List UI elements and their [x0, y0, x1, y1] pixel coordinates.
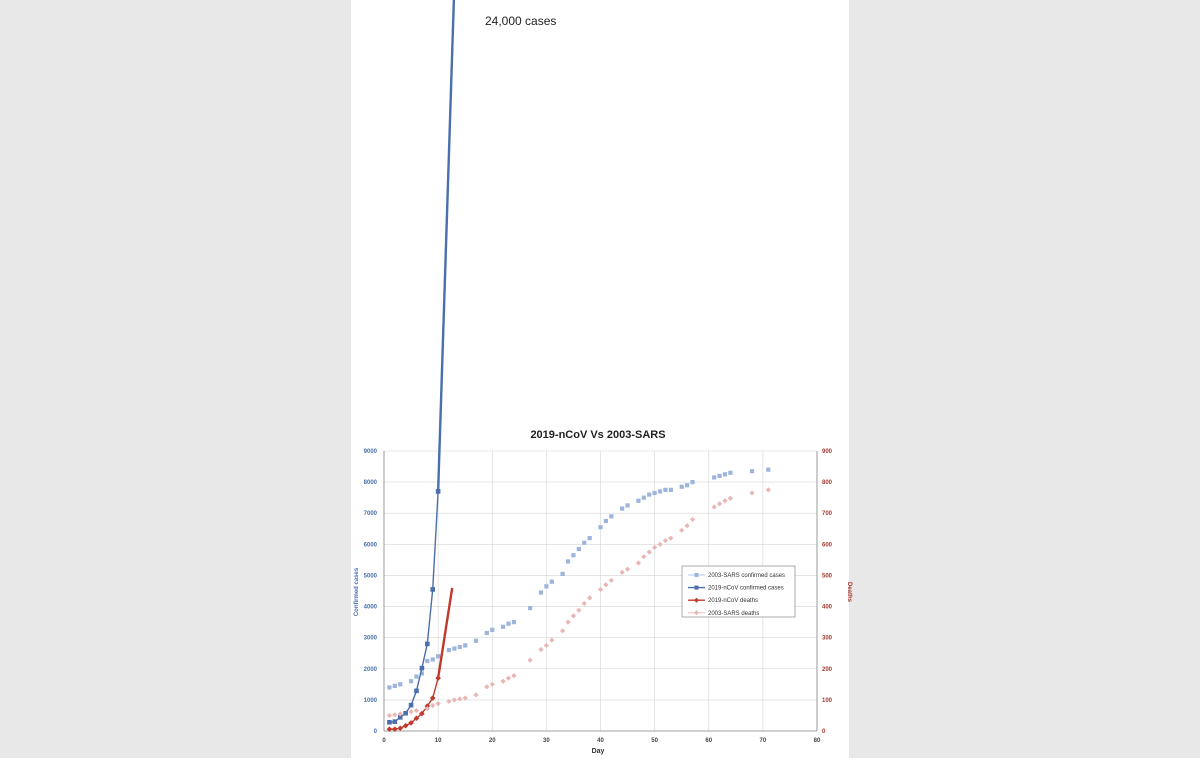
- y-tick-label-left: 7000: [363, 511, 377, 518]
- data-point: [598, 587, 603, 592]
- chart-title: 2019-nCoV Vs 2003-SARS: [530, 429, 666, 441]
- data-point: [500, 679, 505, 684]
- data-point: [582, 601, 587, 606]
- legend-swatch-marker: [695, 586, 699, 590]
- data-point: [690, 480, 694, 484]
- x-tick-label: 20: [488, 738, 496, 744]
- y-tick-label-left: 6000: [363, 542, 377, 549]
- data-point: [712, 475, 716, 479]
- data-point: [588, 536, 592, 540]
- data-point: [398, 682, 402, 686]
- data-point: [447, 648, 451, 652]
- data-point: [668, 536, 673, 541]
- data-point: [387, 713, 392, 718]
- legend-label: 2003-SARS confirmed cases: [708, 573, 786, 579]
- data-point: [577, 547, 581, 551]
- data-point: [565, 620, 570, 625]
- data-point: [598, 525, 602, 529]
- data-point: [750, 469, 754, 473]
- data-point: [528, 657, 533, 662]
- y-tick-label-right: 300: [822, 635, 833, 642]
- data-point: [652, 545, 657, 550]
- data-point: [539, 590, 543, 594]
- y-tick-label-left: 3000: [363, 635, 377, 642]
- data-point: [722, 498, 727, 503]
- data-point: [490, 628, 494, 632]
- data-point: [717, 474, 721, 478]
- data-point: [452, 697, 457, 702]
- data-point: [712, 504, 717, 509]
- data-point: [430, 703, 435, 708]
- data-point: [544, 643, 549, 648]
- data-point: [717, 501, 722, 506]
- data-point: [587, 595, 592, 600]
- y-tick-label-left: 2000: [363, 666, 377, 673]
- data-point: [506, 676, 511, 681]
- y-axis-label-left: Confirmed cases: [354, 567, 360, 617]
- x-tick-label: 70: [759, 738, 767, 744]
- data-point: [436, 701, 441, 706]
- data-point: [636, 560, 641, 565]
- data-point: [463, 643, 467, 647]
- data-point: [393, 684, 397, 688]
- x-axis-label: Day: [591, 748, 605, 755]
- data-point: [414, 674, 418, 678]
- y-tick-label-right: 700: [822, 511, 833, 518]
- legend-label: 2003-SARS deaths: [708, 610, 760, 617]
- data-point: [414, 708, 419, 713]
- series-extension-line: [438, 0, 454, 491]
- data-point: [653, 491, 657, 495]
- y-tick-label-right: 800: [822, 480, 833, 487]
- data-point: [642, 496, 646, 500]
- data-point: [647, 492, 651, 496]
- y-tick-label-left: 8000: [363, 480, 377, 487]
- series-layer: [387, 0, 771, 732]
- data-point: [609, 578, 614, 583]
- data-point: [436, 489, 441, 494]
- chart-panel: [351, 0, 852, 758]
- data-point: [436, 654, 440, 658]
- data-point: [609, 514, 613, 518]
- legend-label: 2019-nCoV deaths: [708, 598, 759, 605]
- data-point: [685, 523, 690, 528]
- data-point: [549, 638, 554, 643]
- data-point: [728, 471, 732, 475]
- series-extension-line: [438, 588, 452, 678]
- data-point: [485, 631, 489, 635]
- data-point: [431, 657, 435, 661]
- annotation-24000-cases: 24,000 cases: [485, 14, 557, 28]
- y-tick-label-left: 1000: [363, 697, 377, 704]
- data-point: [550, 580, 554, 584]
- data-point: [403, 711, 408, 716]
- y-tick-label-left: 4000: [363, 604, 377, 611]
- data-point: [387, 685, 391, 689]
- data-point: [408, 709, 413, 714]
- data-point: [420, 666, 425, 671]
- data-point: [397, 725, 403, 731]
- data-point: [387, 720, 392, 725]
- y-tick-label-left: 0: [373, 729, 377, 735]
- data-point: [690, 517, 695, 522]
- data-point: [403, 723, 409, 729]
- data-point: [392, 712, 397, 717]
- data-point: [669, 488, 673, 492]
- x-tick-label: 50: [651, 738, 658, 744]
- y-tick-label-left: 5000: [363, 573, 377, 580]
- y-tick-label-right: 500: [822, 573, 833, 580]
- data-point: [625, 567, 630, 572]
- y-tick-label-right: 900: [822, 449, 833, 455]
- legend: [682, 566, 795, 617]
- data-point: [647, 550, 652, 555]
- data-point: [484, 684, 489, 689]
- data-point: [490, 682, 495, 687]
- y-tick-label-right: 600: [822, 542, 833, 549]
- data-point: [409, 703, 414, 708]
- y-tick-label-right: 0: [822, 729, 826, 735]
- data-point: [766, 487, 771, 492]
- y-axis-label-right: Deaths: [846, 581, 852, 603]
- x-tick-label: 60: [705, 738, 713, 744]
- data-point: [511, 673, 516, 678]
- data-point: [620, 570, 625, 575]
- data-point: [680, 485, 684, 489]
- data-point: [620, 506, 624, 510]
- series-ncov-cases: [387, 0, 454, 725]
- x-tick-label: 0: [382, 738, 386, 744]
- data-point: [636, 499, 640, 503]
- data-point: [458, 645, 462, 649]
- data-point: [604, 519, 608, 523]
- data-point: [538, 647, 543, 652]
- data-point: [435, 675, 441, 681]
- data-point: [641, 554, 646, 559]
- data-point: [582, 541, 586, 545]
- data-point: [457, 696, 462, 701]
- data-point: [658, 489, 662, 493]
- data-point: [728, 496, 733, 501]
- data-point: [425, 659, 429, 663]
- data-point: [566, 559, 570, 563]
- series-ncov-deaths: [387, 588, 453, 732]
- x-tick-label: 30: [543, 738, 550, 744]
- x-tick-label: 80: [813, 738, 821, 744]
- y-tick-label-left: 9000: [363, 449, 377, 455]
- x-tick-label: 40: [597, 738, 604, 744]
- y-tick-label-right: 200: [822, 666, 833, 673]
- legend-swatch-marker: [695, 573, 699, 577]
- data-point: [749, 490, 754, 495]
- data-point: [452, 646, 456, 650]
- data-point: [663, 488, 667, 492]
- legend-label: 2019-nCoV confirmed cases: [708, 585, 784, 592]
- data-point: [473, 692, 478, 697]
- data-point: [679, 528, 684, 533]
- data-point: [501, 625, 505, 629]
- chart-svg: [351, 0, 852, 758]
- data-point: [571, 553, 575, 557]
- data-point: [603, 582, 608, 587]
- data-point: [576, 608, 581, 613]
- data-point: [506, 622, 510, 626]
- data-point: [571, 613, 576, 618]
- data-point: [561, 572, 565, 576]
- data-point: [474, 639, 478, 643]
- x-tick-label: 10: [434, 738, 442, 744]
- data-point: [544, 584, 548, 588]
- data-point: [663, 538, 668, 543]
- data-point: [766, 468, 770, 472]
- data-point: [625, 503, 629, 507]
- data-point: [430, 587, 435, 592]
- data-point: [560, 628, 565, 633]
- data-point: [425, 642, 430, 647]
- y-tick-label-right: 100: [822, 697, 833, 704]
- data-point: [512, 620, 516, 624]
- data-point: [409, 679, 413, 683]
- y-tick-label-right: 400: [822, 604, 833, 611]
- data-point: [723, 472, 727, 476]
- data-point: [657, 542, 662, 547]
- data-point: [685, 483, 689, 487]
- data-point: [393, 719, 398, 724]
- data-point: [528, 606, 532, 610]
- data-point: [414, 689, 419, 694]
